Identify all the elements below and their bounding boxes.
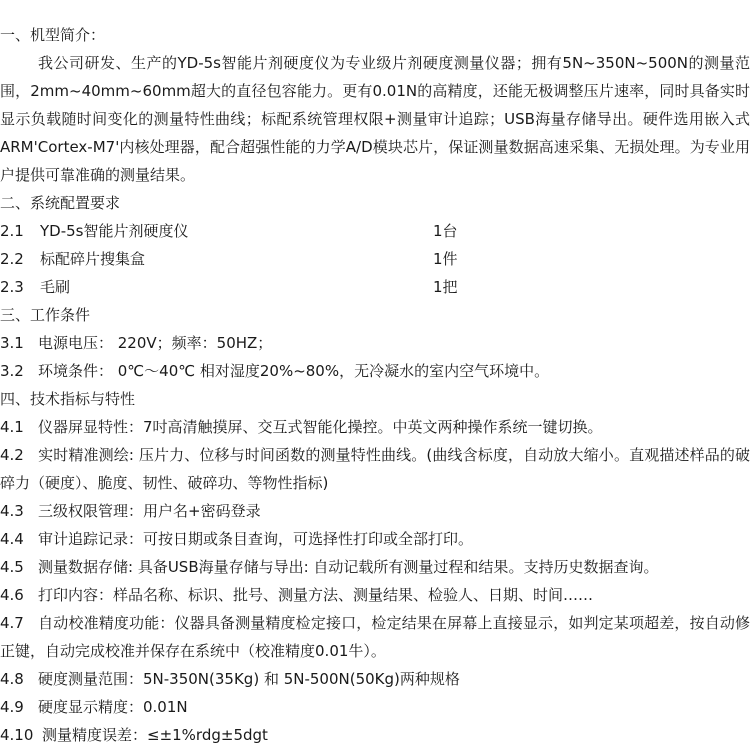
config-item-qty: 1台 — [433, 222, 458, 240]
spec-num: 4.9 — [0, 698, 24, 716]
spec-row — [0, 525, 750, 553]
config-num: 2.1 — [0, 222, 24, 240]
spec-text: 三级权限管理：用户名+密码登录 — [38, 502, 261, 520]
condition-row — [0, 357, 750, 385]
spec-num: 4.10 — [0, 726, 34, 744]
spec-text: 实时精准测绘: 压片力、位移与时间函数的测量特性曲线。(曲线含标度，自动放大缩小。直观描述样品的破碎力（硬度）、脆度、韧性、破碎功、等物性指标) — [0, 446, 750, 492]
config-row — [0, 273, 750, 301]
spec-row — [0, 693, 750, 721]
config-item-qty: 1件 — [433, 250, 458, 268]
spec-text: 硬度显示精度：0.01N — [38, 698, 188, 716]
spec-num: 4.7 — [0, 614, 24, 632]
config-row — [0, 217, 750, 245]
spec-num: 4.1 — [0, 418, 24, 436]
condition-text: 电源电压： 220V；频率：50HZ； — [38, 334, 273, 352]
condition-row — [0, 329, 750, 357]
spec-row — [0, 721, 750, 749]
section-heading-conditions: 三、工作条件 — [0, 306, 91, 324]
config-row — [0, 245, 750, 273]
condition-num: 3.1 — [0, 334, 24, 352]
config-item-name: 毛刷 — [40, 278, 71, 296]
config-item-name: 标配碎片搜集盒 — [40, 250, 146, 268]
spec-num: 4.5 — [0, 558, 24, 576]
spec-text: 打印内容：样品名称、标识、批号、测量方法、测量结果、检验人、日期、时间…… — [38, 586, 594, 604]
spec-row — [0, 665, 750, 693]
section-heading-config: 二、系统配置要求 — [0, 194, 121, 212]
section-heading-intro: 一、机型简介： — [0, 26, 106, 44]
spec-row — [0, 497, 750, 525]
spec-num: 4.4 — [0, 530, 24, 548]
config-item-name: YD-5s智能片剂硬度仪 — [40, 222, 189, 240]
spec-text: 自动校准精度功能：仪器具备测量精度检定接口，检定结果在屏幕上直接显示，如判定某项超差，按自动修正键，自动完成校准并保存在系统中（校准精度0.01牛）。 — [0, 614, 750, 660]
spec-text: 测量数据存储: 具备USB海量存储与导出: 自动记载所有测量过程和结果。支持历史数据查询。 — [38, 558, 659, 576]
spec-row-multiline — [0, 609, 750, 665]
config-item-qty: 1把 — [433, 278, 458, 296]
spec-text: 硬度测量范围：5N-350N(35Kg) 和 5N-500N(50Kg)两种规格 — [38, 670, 460, 688]
spec-num: 4.3 — [0, 502, 24, 520]
spec-row — [0, 581, 750, 609]
spec-text: 审计追踪记录：可按日期或条目查询，可选择性打印或全部打印。 — [38, 530, 474, 548]
spec-num: 4.6 — [0, 586, 24, 604]
spec-row-multiline — [0, 441, 750, 497]
spec-row — [0, 413, 750, 441]
condition-text: 环境条件： 0℃～40℃ 相对湿度20%~80%，无冷凝水的室内空气环境中。 — [38, 362, 550, 380]
intro-paragraph: 我公司研发、生产的YD-5s智能片剂硬度仪为专业级片剂硬度测量仪器；拥有5N~350N~500N的测量范围，2mm~40mm~60mm超大的直径包容能力。更有0.01N的高精度，还能无极调整压片速率，同时具备实时显示负载随时间变化的测量特性曲线；标配系统管理权限+测量审计追踪；USB海量存储导出。硬件选用嵌入式ARM'Cortex-M7'内核处理器，配合超强性能的力学A/D模块芯片，保证测量数据高速采集、无损处理。为专业用户提供可靠准确的测量结果。 — [0, 54, 750, 184]
config-num: 2.2 — [0, 250, 24, 268]
spec-num: 4.8 — [0, 670, 24, 688]
spec-num: 4.2 — [0, 446, 24, 464]
spec-text: 仪器屏显特性：7吋高清触摸屏、交互式智能化操控。中英文两种操作系统一键切换。 — [38, 418, 603, 436]
spec-text: 测量精度误差：≤±1%rdg±5dgt — [42, 726, 268, 744]
section-heading-specs: 四、技术指标与特性 — [0, 390, 136, 408]
condition-num: 3.2 — [0, 362, 24, 380]
config-num: 2.3 — [0, 278, 24, 296]
spec-row — [0, 553, 750, 581]
